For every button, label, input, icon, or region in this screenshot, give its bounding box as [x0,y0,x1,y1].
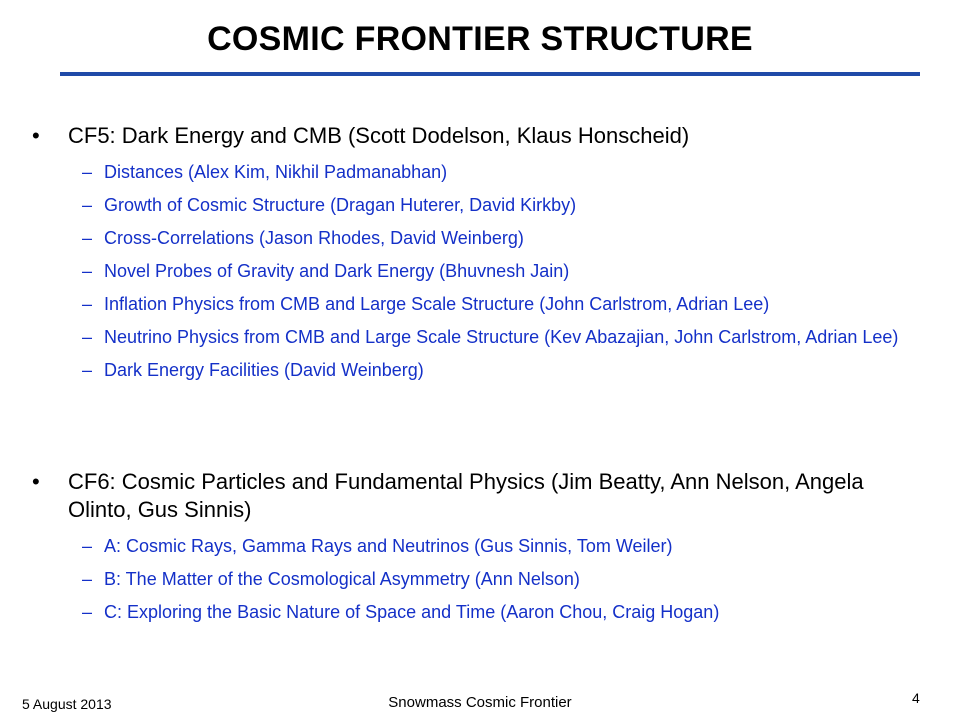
section-heading: CF5: Dark Energy and CMB (Scott Dodelson, Klaus Honscheid) [68,123,690,148]
list-item-text: Novel Probes of Gravity and Dark Energy (Bhuvnesh Jain) [104,261,570,281]
slide-title: COSMIC FRONTIER STRUCTURE [207,20,753,58]
bullet-icon: • [32,469,40,494]
list-item [82,161,928,183]
list-item-text: Dark Energy Facilities (David Weinberg) [104,360,424,380]
dash-icon: – [82,536,93,556]
list-item-text: C: Exploring the Basic Nature of Space and Time (Aaron Chou, Craig Hogan) [104,602,720,622]
dash-icon: – [82,195,93,215]
list-item [82,260,928,282]
bullet-icon: • [32,123,40,148]
list-item-text: Inflation Physics from CMB and Large Scale Structure (John Carlstrom, Adrian Lee) [104,294,770,314]
dash-icon: – [82,602,93,622]
list-item-text: A: Cosmic Rays, Gamma Rays and Neutrinos (Gus Sinnis, Tom Weiler) [104,536,673,556]
dash-icon: – [82,327,93,347]
list-item [82,601,928,623]
dash-icon: – [82,228,93,248]
dash-icon: – [82,569,93,589]
title-underline [60,72,920,76]
footer-date: 5 August 2013 [22,696,112,712]
dash-icon: – [82,360,93,380]
list-item [82,568,928,590]
list-item-text: Growth of Cosmic Structure (Dragan Huterer, David Kirkby) [104,195,577,215]
list-item-text: B: The Matter of the Cosmological Asymmetry (Ann Nelson) [104,569,580,589]
dash-icon: – [82,294,93,314]
dash-icon: – [82,261,93,281]
section-heading-line [28,122,928,150]
list-item-text: Cross-Correlations (Jason Rhodes, David Weinberg) [104,228,524,248]
sub-item-list [28,535,928,623]
section-cf5 [28,122,928,381]
list-item [82,359,928,381]
list-item-text: Neutrino Physics from CMB and Large Scale Structure (Kev Abazajian, John Carlstrom, Adrian Lee) [104,327,899,347]
list-item [82,227,928,249]
footer-title: Snowmass Cosmic Frontier [388,694,572,711]
section-heading-line [28,468,928,524]
list-item [82,326,928,348]
page-number: 4 [912,690,920,706]
dash-icon: – [82,162,93,182]
section-cf6 [28,468,928,623]
sub-item-list [28,161,928,381]
list-item [82,194,928,216]
list-item-text: Distances (Alex Kim, Nikhil Padmanabhan) [104,162,448,182]
list-item [82,293,928,315]
list-item [82,535,928,557]
section-heading: CF6: Cosmic Particles and Fundamental Physics (Jim Beatty, Ann Nelson, Angela Olinto, Gus Sinnis) [68,469,864,522]
